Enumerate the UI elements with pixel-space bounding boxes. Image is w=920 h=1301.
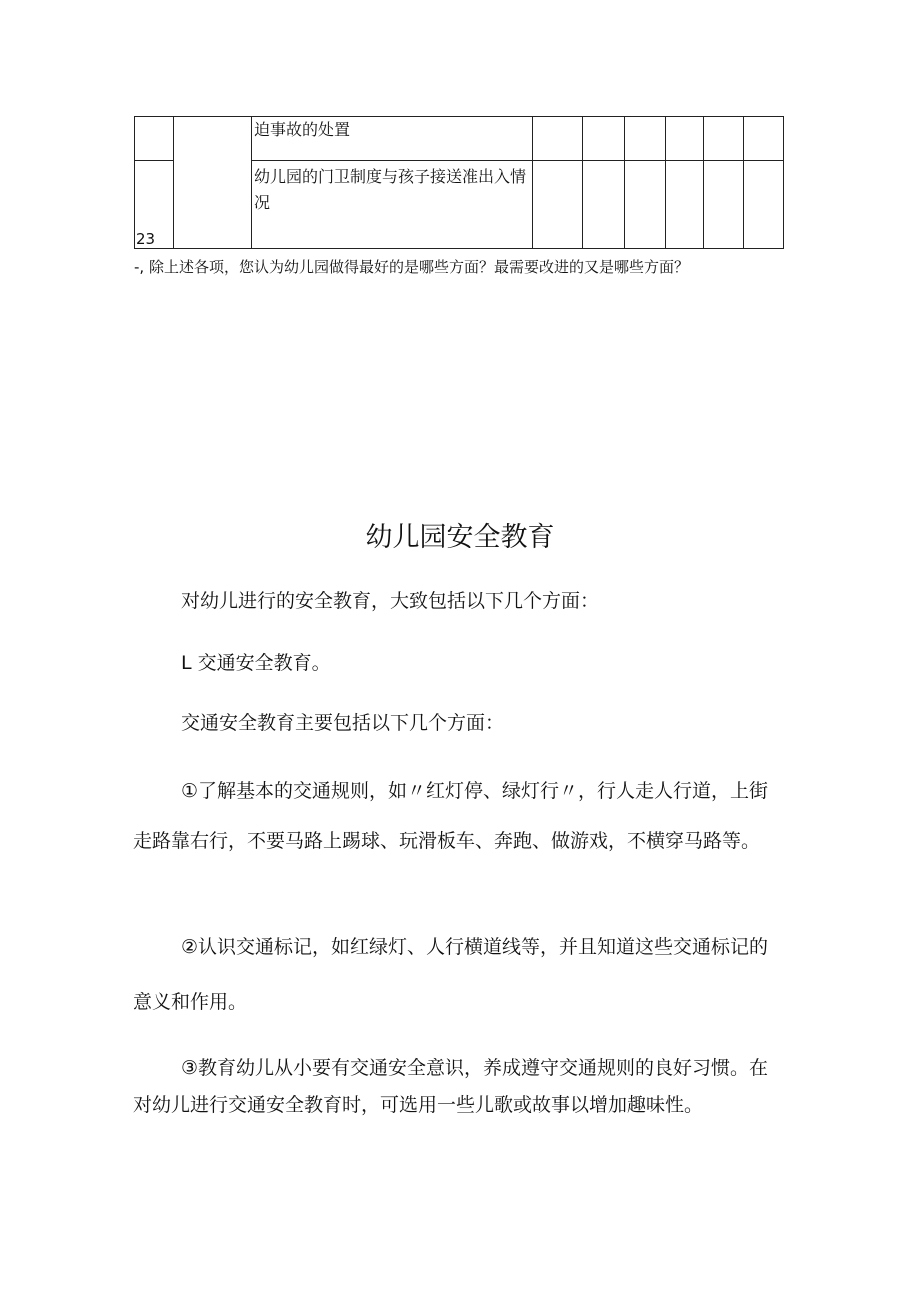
number-cell <box>135 161 174 249</box>
rating-cell <box>583 117 625 161</box>
rating-cell <box>625 117 666 161</box>
rating-cell <box>625 161 666 249</box>
point-1-paragraph: ①了解基本的交通规则，如〃红灯停、绿灯行〃，行人走人行道，上街走路靠右行，不要马路上踢球、玩滑板车、奔跑、做游戏，不横穿马路等。 <box>133 780 769 852</box>
survey-table <box>134 116 784 249</box>
section-heading: L 交通安全教育。 <box>181 652 331 674</box>
rating-cell <box>744 117 784 161</box>
evaluation-table <box>134 116 784 249</box>
table-row <box>135 117 784 161</box>
rating-cell <box>583 161 625 249</box>
number-cell <box>135 117 174 161</box>
rating-cell <box>666 117 704 161</box>
page-title: 幼儿园安全教育 <box>365 522 555 553</box>
rating-cell <box>704 117 744 161</box>
section-intro: 交通安全教育主要包括以下几个方面： <box>181 712 505 734</box>
point-3-paragraph: ③教育幼儿从小要有交通安全意识，养成遵守交通规则的良好习惯。在对幼儿进行交通安全教育时，可选用一些儿歌或故事以增加趣味性。 <box>133 1057 769 1116</box>
rating-cell <box>704 161 744 249</box>
open-question: -, 除上述各项，您认为幼儿园做得最好的是哪些方面？最需要改进的又是哪些方面？ <box>134 258 689 276</box>
rating-cell <box>533 117 583 161</box>
point-2-paragraph: ②认识交通标记，如红绿灯、人行横道线等，并且知道这些交通标记的意义和作用。 <box>133 936 769 1013</box>
item-cell: 幼儿园的门卫制度与孩子接送准出入情况 <box>252 161 533 249</box>
row-number: 23 <box>136 230 156 248</box>
intro-paragraph: 对幼儿进行的安全教育，大致包括以下几个方面： <box>181 590 600 612</box>
item-cell: 迫事故的处置 <box>252 117 533 161</box>
rating-cell <box>744 161 784 249</box>
category-cell <box>174 117 252 249</box>
rating-cell <box>666 161 704 249</box>
rating-cell <box>533 161 583 249</box>
